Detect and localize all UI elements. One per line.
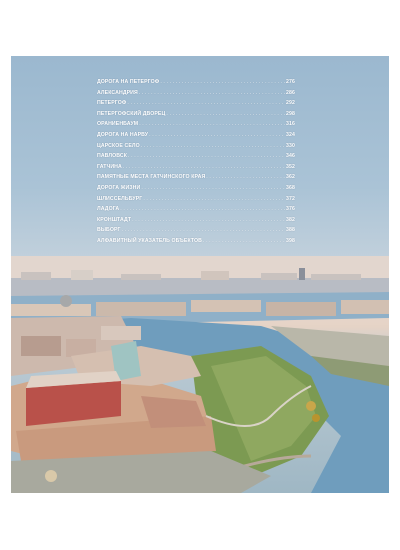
book-page <box>11 56 389 493</box>
toc-leader <box>166 111 285 117</box>
toc-title: КРОНШТАДТ <box>97 216 132 223</box>
toc-leader <box>141 143 285 149</box>
toc-title: ВЫБОРГ <box>97 227 121 234</box>
toc-item[interactable] <box>97 185 295 196</box>
toc-leader <box>206 174 285 180</box>
toc-page: 352 <box>286 163 295 170</box>
toc-title: ДОРОГА ЖИЗНИ <box>97 184 141 191</box>
toc-leader <box>139 90 285 96</box>
toc-item[interactable] <box>97 174 295 185</box>
toc-item[interactable] <box>97 217 295 228</box>
toc-page: 372 <box>286 195 295 202</box>
toc-page: 376 <box>286 206 295 213</box>
toc-title: ЦАРСКОЕ СЕЛО <box>97 142 140 149</box>
toc-page: 286 <box>286 89 295 96</box>
toc-leader <box>203 238 285 244</box>
toc-page: 368 <box>286 184 295 191</box>
toc-page: 398 <box>286 237 295 244</box>
toc-item[interactable] <box>97 111 295 122</box>
toc-item[interactable] <box>97 206 295 217</box>
toc-title: АЛФАВИТНЫЙ УКАЗАТЕЛЬ ОБЪЕКТОВ <box>97 237 202 244</box>
toc-leader <box>141 185 285 191</box>
toc-leader <box>128 153 285 159</box>
toc-page: 388 <box>286 227 295 234</box>
toc-title: ЛАДОГА <box>97 206 120 213</box>
toc-item[interactable] <box>97 227 295 238</box>
toc-page: 382 <box>286 216 295 223</box>
toc-item[interactable] <box>97 132 295 143</box>
toc-title: ДОРОГА НА НАРВУ <box>97 131 149 138</box>
toc-title: ГАТЧИНА <box>97 163 122 170</box>
toc-title: ПЕТЕРГОФ <box>97 100 127 107</box>
toc-item[interactable] <box>97 121 295 132</box>
toc-leader <box>132 217 285 223</box>
toc-title: ОРАНИЕНБАУМ <box>97 121 139 128</box>
toc-title: ПАВЛОВСК <box>97 153 128 160</box>
toc-page: 324 <box>286 131 295 138</box>
toc-item[interactable] <box>97 79 295 90</box>
toc-title: ПАМЯТНЫЕ МЕСТА ГАТЧИНСКОГО КРАЯ <box>97 174 206 181</box>
toc-leader <box>127 100 285 106</box>
toc-page: 292 <box>286 100 295 107</box>
toc-item[interactable] <box>97 238 295 249</box>
toc-title: АЛЕКСАНДРИЯ <box>97 89 138 96</box>
toc-leader <box>123 164 285 170</box>
toc-page: 330 <box>286 142 295 149</box>
toc-item[interactable] <box>97 153 295 164</box>
table-of-contents <box>97 79 295 249</box>
toc-title: ПЕТЕРГОФСКИЙ ДВОРЕЦ <box>97 110 166 117</box>
toc-page: 298 <box>286 110 295 117</box>
toc-item[interactable] <box>97 164 295 175</box>
toc-leader <box>149 132 285 138</box>
toc-item[interactable] <box>97 90 295 101</box>
toc-title: ШЛИССЕЛЬБУРГ <box>97 195 143 202</box>
toc-leader <box>139 121 285 127</box>
toc-item[interactable] <box>97 143 295 154</box>
toc-page: 316 <box>286 121 295 128</box>
toc-item[interactable] <box>97 100 295 111</box>
toc-leader <box>143 196 285 202</box>
toc-page: 362 <box>286 174 295 181</box>
toc-page: 346 <box>286 153 295 160</box>
toc-title: ДОРОГА НА ПЕТЕРГОФ <box>97 79 160 85</box>
toc-item[interactable] <box>97 196 295 207</box>
toc-leader <box>120 206 285 212</box>
toc-leader <box>122 227 285 233</box>
toc-page: 276 <box>286 79 295 85</box>
toc-leader <box>160 79 285 85</box>
